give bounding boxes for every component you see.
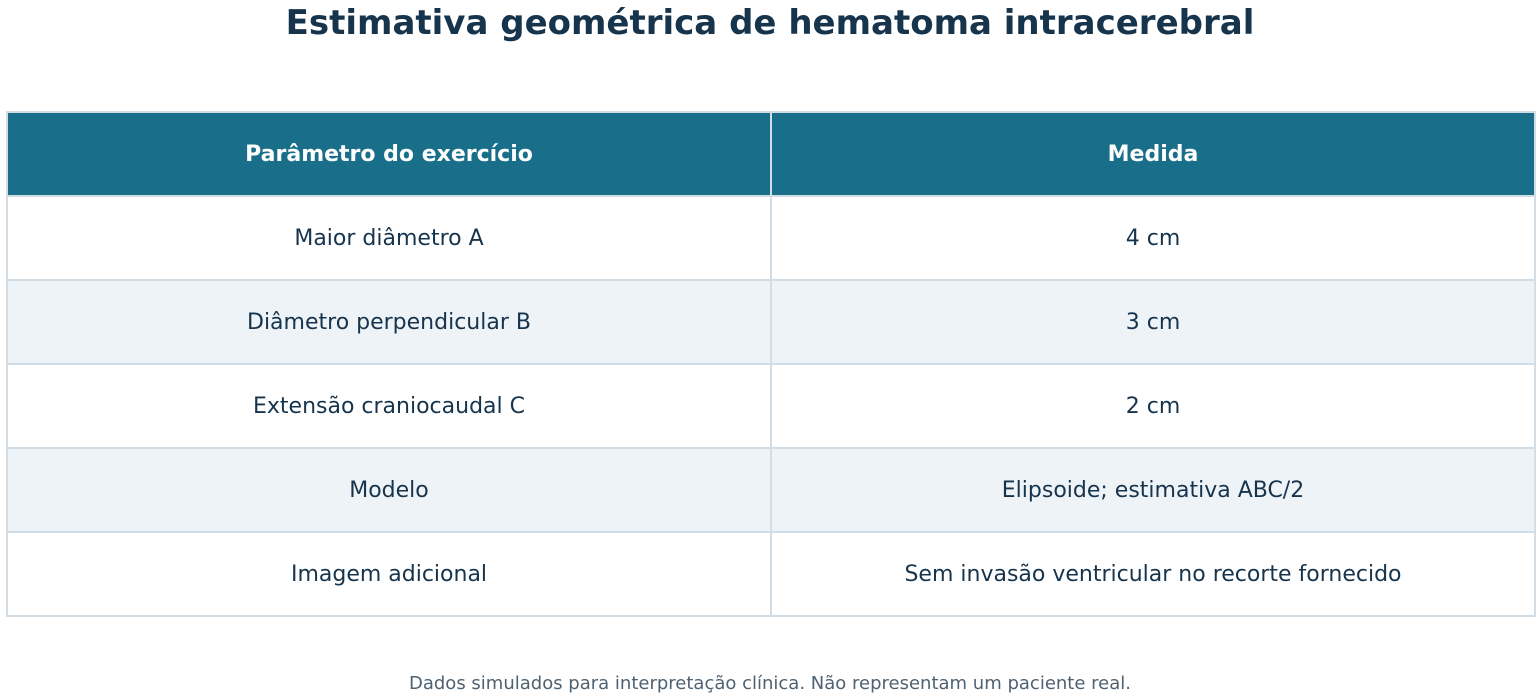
column-header-parameter: Parâmetro do exercício bbox=[7, 112, 771, 196]
data-table bbox=[6, 111, 1536, 617]
cell-measure: Elipsoide; estimativa ABC/2 bbox=[771, 448, 1535, 532]
footnote: Dados simulados para interpretação clínica. Não representam um paciente real. bbox=[408, 673, 1131, 694]
table-row bbox=[7, 532, 1535, 616]
table-row bbox=[7, 364, 1535, 448]
column-header-measure: Medida bbox=[771, 112, 1535, 196]
table-row bbox=[7, 196, 1535, 280]
cell-parameter: Imagem adicional bbox=[7, 532, 771, 616]
cell-parameter: Diâmetro perpendicular B bbox=[7, 280, 771, 364]
cell-measure: 2 cm bbox=[771, 364, 1535, 448]
table-row bbox=[7, 448, 1535, 532]
cell-parameter: Maior diâmetro A bbox=[7, 196, 771, 280]
table-row bbox=[7, 280, 1535, 364]
table-header-row bbox=[7, 112, 1535, 196]
cell-measure: Sem invasão ventricular no recorte fornecido bbox=[771, 532, 1535, 616]
cell-measure: 4 cm bbox=[771, 196, 1535, 280]
chart-title: Estimativa geométrica de hematoma intracerebral bbox=[285, 3, 1255, 43]
cell-parameter: Modelo bbox=[7, 448, 771, 532]
cell-parameter: Extensão craniocaudal C bbox=[7, 364, 771, 448]
cell-measure: 3 cm bbox=[771, 280, 1535, 364]
